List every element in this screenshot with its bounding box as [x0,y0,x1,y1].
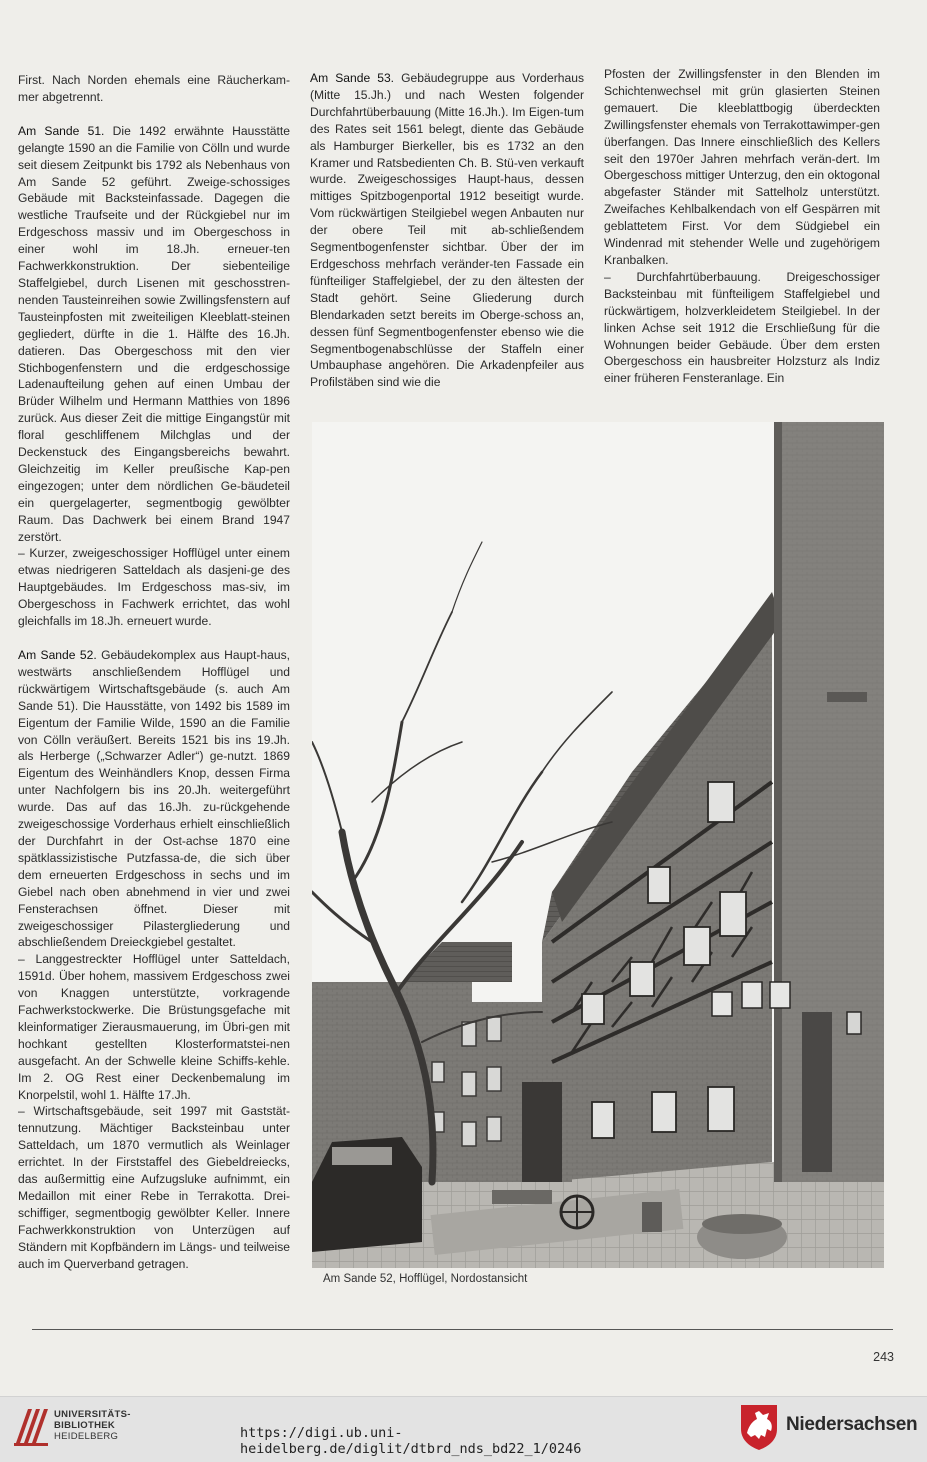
niedersachsen-coat-of-arms-icon [739,1403,779,1451]
entry-title: Am Sande 51. [18,123,105,138]
library-line-3: HEIDELBERG [54,1431,119,1442]
university-library-logo-icon [10,1403,50,1449]
document-url[interactable]: https://digi.ub.uni-heidelberg.de/diglit/dtbrd_nds_bd22_1/0246 [240,1425,582,1457]
entry-text: Gebäudekomplex aus Haupt-haus, westwärts anschließendem Hofflügel und rückwärtigem Wirtschaftsgebäude (s. auch Am Sande 51). Die Hausstätte, von 1492 bis 1589 im Eigentum der Familie Wilde, 1590 an die Familie von Cölln veräußert. Bereits 1521 bis ins 19.Jh. als Herberge („Schwarzer Adler“) ge-nutzt. 1869 Eigentum des Weinhändlers Knop, dessen Firma unter Nachfolgern bis ins 20.Jh. weitergeführt wurde. Das auf das 16.Jh. zu-rückgehende zweigeschossige Vorderhaus erhielt einschließlich der Durchfahrt in der Ost-achse 1870 eine spätklassizistische Putzfassa-de, die sich über dem erneuerten Erdgeschoss in sechs und im Giebel nach oben abnehmend in vier und zwei Fensterachsen öffnet. Dieser mit zweigeschossiger Pilastergliederung und abschließendem Dreieckgiebel gestaltet. [18,648,290,950]
entry-am-sande-53 [310,70,584,391]
photo-illustration [312,422,884,1268]
entry-text: Die 1492 erwähnte Hausstätte gelangte 1590 an die Familie von Cölln und wurde seit diesem Zeitpunkt bis 1792 als Nebenhaus von Am Sande 52 geführt. Zweige-schossiges Gebäude mit Backsteinfassade. Dagegen die westliche Traufseite und der Rückgiebel nur im Erdgeschoss massiv und im Obergeschoss in einer wohl im 18.Jh. erneuer-ten Fachwerkkonstruktion. Der siebenteilige Staffelgiebel, durch Lisenen mit geschosstren-nenden Tausteinreihen sowie Zwillingsfenstern auf Tausteinpfosten mit zweiteiligen Kleeblatt-steinen gegliedert, dürfte in die 1. Hälfte des 16.Jh. datieren. Das Obergeschoss mit den vier Stichbogenfenstern und die erdgeschossige Ladenaufteilung gehen auf einen Umbau der Brüder Wilhelm und Hermann Matthies von 1896 zurück. Aus dieser Zeit die mittige Eingangstür mit floral geschliffenem Milchglas und der Deckenstuck des Eingangsbereichs bewahrt. Gleichzeitig im Keller preußische Kap-pen eingezogen; unter dem nördlichen Ge-bäudeteil ein quergelagerter, segmentbogig gewölbter Raum. Das Dachwerk bei einem Brand 1947 zerstört. [18,123,290,544]
paragraph: Pfosten der Zwillingsfenster in den Blenden im Schichtenwechsel mit grün glasierten Steinen gemauert. Die kleeblattbogig überdeckten Zwillingsfenster ehemals von Terrakottawimper-gen überfangen. Das Innere einschließlich des Kellers seit den 1970er Jahren mehrfach verän-dert. Im Obergeschoss mittiger Unterzug, den ein oktogonal abgefaster Ständer mit Sattelholz unterstützt. Zweifaches Kehlbalkendach von elf Gespärren mit geblattetem First. Vor dem Südgiebel ein Windenrad mit stehender Welle und zugehörigem Kranbalken. [604,67,880,267]
footer-rule [32,1329,893,1330]
paragraph: First. Nach Norden ehemals eine Räucherkam-mer abgetrennt. [18,73,290,104]
text-column-middle [310,70,584,391]
photo-caption: Am Sande 52, Hofflügel, Nordostansicht [323,1273,528,1285]
text-column-right [604,66,880,387]
paragraph: – Durchfahrtüberbauung. Dreigeschossiger Backsteinbau mit fünfteiligem Staffelgiebel und rückwärtigem, holzverkleidetem Steilgiebel. In der linken Achse seit 1912 die Erschließung für die Wohnungen beider Gebäude. Über dem ersten Obergeschoss ein hausbreiter Holzsturz als Indiz einer früheren Fensteranlage. Ein [604,269,880,386]
entry-title: Am Sande 53. [310,71,395,85]
state-name: Niedersachsen [786,1414,918,1435]
paragraph: – Langgestreckter Hofflügel unter Satteldach, 1591d. Über hohem, massivem Erdgeschoss zwei von Knaggen unterstützte, vorkragende Fachwerkstockwerke. Die Brüstungsgefache mit kleinformatiger Zierausmauerung, im Übri-gen mit hochkant gestellten Klosterformatstei-nen ausgefacht. An der Schwelle kleine Schiffs-kehle. Im 2. OG Rest einer Deckenbemalung im Knorpelstil, wohl 1. Hälfte 17.Jh. [18,952,290,1102]
library-line-2: BIBLIOTHEK [54,1420,116,1431]
page-number: 243 [873,1350,894,1364]
library-line-1: UNIVERSITÄTS- [54,1409,131,1420]
entry-am-sande-51 [18,123,290,546]
text-column-left [18,72,290,1273]
entry-title: Am Sande 52. [18,648,97,662]
university-library-name [54,1409,174,1442]
paragraph: – Wirtschaftsgebäude, seit 1997 mit Gaststät-tennutzung. Mächtiger Backsteinbau unter Satteldach, um 1870 vermutlich als Weinlager errichtet. In der Firststaffel des Giebeldreiecks, das außermittig eine Aufzugsluke aufnimmt, ein Medaillon mit einer Rebe in Terrakotta. Drei-schiffiger, segmentbogig gewölbter Keller. Innere Fachwerkkonstruktion von Unterzügen auf Ständern mit Kopfbändern im Längs- und teilweise auch im Querverband getragen. [18,1104,290,1271]
building-photo [312,422,884,1268]
entry-am-sande-52 [18,647,290,951]
entry-text: Gebäudegruppe aus Vorderhaus (Mitte 15.Jh.) und nach Westen folgender Durchfahrtüberbauung (Mitte 16.Jh.). Im Eigen-tum des Rates seit 1561 belegt, diente das Gebäude als Hamburger Bierkeller, bis es 1732 an den Kramer und Ratsbedienten Ch. B. Stü-ven verkauft wurde. Zweigeschossiges Haupt-haus, dessen mittiges Spitzbogenportal 1912 beseitigt wurde. Vom rückwärtigen Steilgiebel wegen Anbauten nur der obere Teil mit ab-schließendem Segmentbogenfenster sichtbar. Über der im Erdgeschoss mehrfach veränder-ten Fassade ein fünfteiliger Staffelgiebel, der zu den ältesten der Stadt gehört. Seine Gliederung durch Blendarkaden setzt bereits im Oberge-schoss an, dessen fünf Segmentbogenfenster ebenso wie die Segmentbogenabschlüsse der Staffeln einer Umbauphase angehören. Die Arkadenpfeiler aus Profilstäben sind wie die [310,71,584,390]
paragraph: – Kurzer, zweigeschossiger Hofflügel unter einem etwas niedrigeren Satteldach als dasjeni-ge des Hauptgebäudes. Im Erdgeschoss mas-siv, im Obergeschoss in Fachwerk errichtet, das wohl gleichfalls im 18.Jh. erneuert wurde. [18,546,290,629]
